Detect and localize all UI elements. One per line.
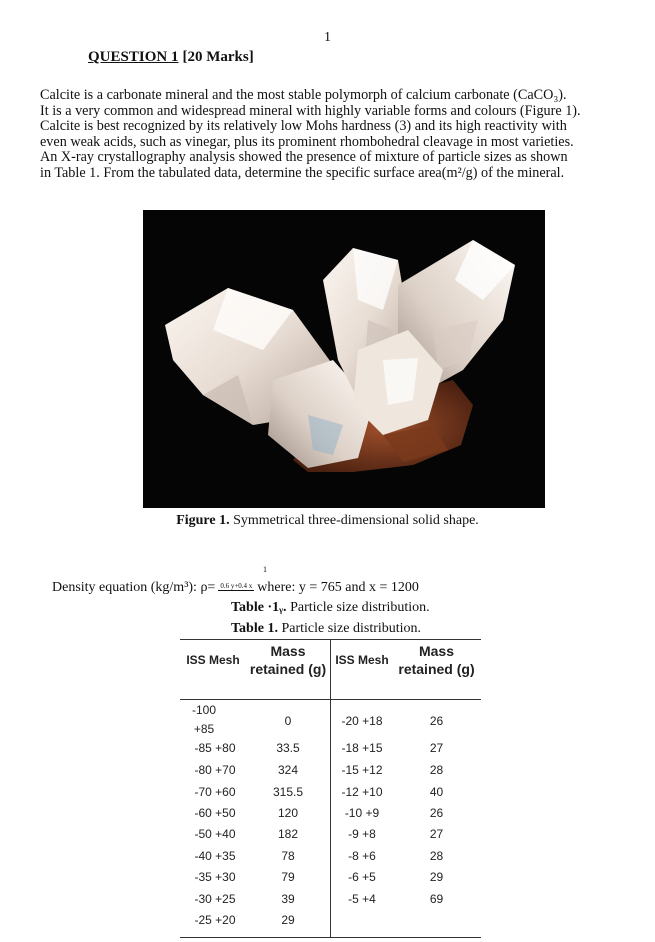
calcite-crystal-illustration	[143, 210, 545, 508]
table-cell-mesh: -10 +9	[344, 806, 380, 820]
question-number: QUESTION 1	[88, 49, 179, 65]
table-cell-mass: 0	[284, 714, 292, 728]
table-cell-mass: 27	[429, 741, 444, 755]
particle-size-table	[180, 639, 481, 939]
table-caption-label: Table 1.	[231, 621, 278, 636]
density-denominator: 0.6 y+0.4 x	[220, 582, 253, 590]
table-cell-mass: 324	[277, 763, 299, 777]
table-cell-mass: 26	[429, 806, 444, 820]
header-mass-retained-right: Mass retained (g)	[398, 643, 475, 677]
density-equation	[52, 580, 419, 596]
table-caption	[231, 621, 421, 637]
table-cell-mass: 28	[429, 849, 444, 863]
table-cell-mesh: -80 +70	[194, 763, 236, 777]
table-cell-mass: 79	[281, 870, 295, 884]
table-cell-mass: 40	[429, 785, 444, 799]
header-iss-mesh-right: ISS Mesh	[335, 653, 389, 667]
table-cell-mass: 29	[429, 870, 444, 884]
figure-label: Figure 1.	[176, 513, 230, 528]
figure-caption	[0, 513, 655, 529]
table-cell-mesh: -6 +5	[348, 870, 376, 884]
table-caption-text: Particle size distribution.	[281, 621, 422, 636]
question-title	[88, 49, 254, 66]
table-caption-duplicate-label: Table ·1ᵧ.	[231, 600, 287, 615]
table-cell-mass: 28	[429, 763, 444, 777]
calcite-crystal-photo	[143, 210, 545, 508]
body-line: Calcite is best recognized by its relatively low Mohs hardness (3) and its high reactivity with	[40, 118, 567, 135]
body-line: in Table 1. From the tabulated data, determine the specific surface area(m²/g) of the mineral.	[40, 164, 565, 181]
header-iss-mesh-left: ISS Mesh	[186, 653, 240, 667]
table-cell-mesh: -18 +15	[341, 741, 383, 755]
body-line: even weak acids, such as vinegar, plus its prominent rhombohedral cleavage in most varieties.	[40, 133, 574, 150]
table-cell-mesh: -60 +50	[194, 806, 236, 820]
figure-caption-text: Symmetrical three-dimensional solid shape.	[233, 513, 479, 528]
table-cell-mesh: -25 +20	[194, 913, 236, 927]
table-cell-mass: 120	[277, 806, 299, 820]
table-cell-mesh: -50 +40	[194, 827, 236, 841]
table-cell-mesh: -70 +60	[194, 785, 236, 799]
question-body	[40, 88, 644, 182]
table-cell-mesh: -35 +30	[194, 870, 236, 884]
body-line: An X-ray crystallography analysis showed the presence of mixture of particle sizes as shown	[40, 149, 568, 166]
table-cell-mesh: -85 +80	[194, 741, 236, 755]
table-cell-mesh: -15 +12	[341, 763, 383, 777]
table-cell-mass: 182	[277, 827, 299, 841]
question-marks: [20 Marks]	[182, 49, 254, 65]
table-cell-mesh: -12 +10	[341, 785, 383, 799]
table-cell-mesh: -40 +35	[194, 849, 236, 863]
table-cell-mesh: -9 +8	[348, 827, 376, 841]
header-mass-retained-left: Mass retained (g)	[249, 643, 327, 677]
table-cell-mesh: -8 +6	[348, 849, 376, 863]
table-cell-mass: 78	[281, 849, 295, 863]
table-cell-mesh: -30 +25	[194, 892, 236, 906]
density-variables: where: y = 765 and x = 1200	[257, 580, 419, 595]
table-cell-mass: 33.5	[276, 741, 300, 755]
table-cell-mass: 26	[429, 714, 444, 728]
body-line: It is a very common and widespread mineral with highly variable forms and colours (Figure 1).	[40, 102, 581, 119]
table-cell-mass: 27	[429, 827, 444, 841]
table-cell-mass: 315.5	[272, 785, 304, 799]
table-cell-mesh: -100 +85	[191, 703, 217, 736]
page-number: 1	[324, 30, 331, 45]
table-caption-duplicate-text: Particle size distribution.	[290, 600, 430, 615]
table-cell-mesh: -20 +18	[341, 714, 383, 728]
density-prefix: Density equation (kg/m³): ρ=	[52, 580, 216, 595]
fraction-numerator: 1	[263, 565, 267, 574]
table-cell-mass: 39	[281, 892, 295, 906]
table-caption-duplicate	[231, 600, 430, 616]
table-cell-mesh: -5 +4	[348, 892, 376, 906]
table-cell-mass: 69	[429, 892, 444, 906]
table-cell-mass: 29	[281, 913, 295, 927]
body-line: Calcite is a carbonate mineral and the most stable polymorph of calcium carbonate (CaCO₃).	[40, 87, 567, 103]
